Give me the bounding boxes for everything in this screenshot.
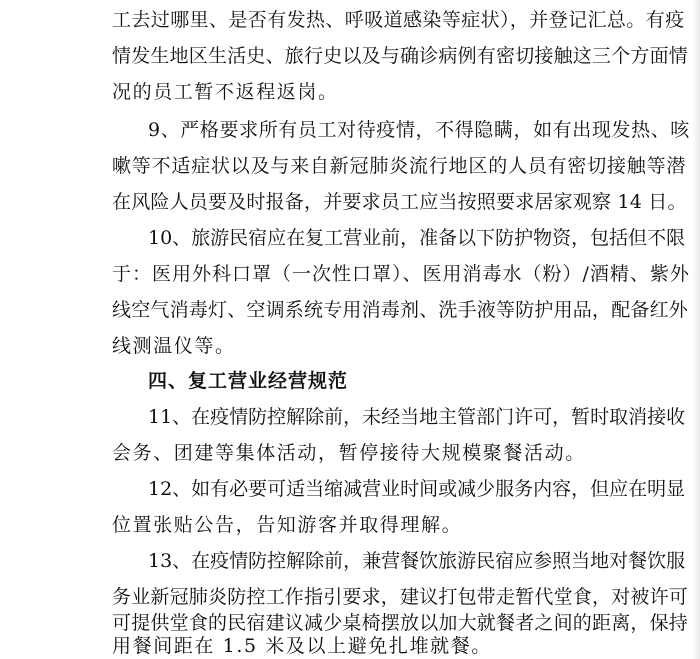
page-edge-shadow bbox=[692, 0, 700, 659]
text-line: 位置张贴公告，告知游客并取得理解。 bbox=[112, 514, 463, 536]
text-line: 可提供堂食的民宿建议减少桌椅摆放以加大就餐者之间的距离，保持 bbox=[112, 612, 689, 634]
text-line: 线测温仪等。 bbox=[112, 335, 236, 357]
text-line: 情发生地区生活史、旅行史以及与确诊病例有密切接触这三个方面情 bbox=[112, 45, 689, 67]
text-line: 在风险人员要及时报备，并要求员工应当按照要求居家观察 14 日。 bbox=[112, 191, 687, 213]
text-line: 于：医用外科口罩（一次性口罩）、医用消毒水（粉）/酒精、紫外 bbox=[112, 263, 690, 285]
text-line: 务业新冠肺炎防控工作指引要求，建议打包带走暂代堂食，对被许可 bbox=[112, 586, 689, 608]
text-line: 况的员工暂不返程返岗。 bbox=[112, 81, 339, 103]
text-line: 会务、团建等集体活动，暂停接待大规模聚餐活动。 bbox=[112, 442, 586, 464]
text-line: 用餐间距在 1.5 米及以上避免扎堆就餐。 bbox=[112, 635, 492, 657]
text-line: 13、在疫情防控解除前，兼营餐饮旅游民宿应参照当地对餐饮服 bbox=[148, 550, 686, 572]
section-heading: 四、复工营业经营规范 bbox=[148, 370, 349, 392]
text-line: 11、在疫情防控解除前，未经当地主管部门许可，暂时取消接收 bbox=[148, 406, 686, 428]
text-line: 10、旅游民宿应在复工营业前，准备以下防护物资，包括但不限 bbox=[148, 227, 686, 249]
text-line: 嗽等不适症状以及与来自新冠肺炎流行地区的人员有密切接触等潜 bbox=[112, 155, 687, 177]
text-line: 工去过哪里、是否有发热、呼吸道感染等症状），并登记汇总。有疫 bbox=[112, 9, 685, 31]
text-line: 9、严格要求所有员工对待疫情，不得隐瞒，如有出现发热、咳 bbox=[148, 119, 690, 141]
text-line: 线空气消毒灯、空调系统专用消毒剂、洗手液等防护用品，配备红外 bbox=[112, 299, 689, 321]
text-line: 12、如有必要可适当缩减营业时间或减少服务内容，但应在明显 bbox=[148, 478, 686, 500]
